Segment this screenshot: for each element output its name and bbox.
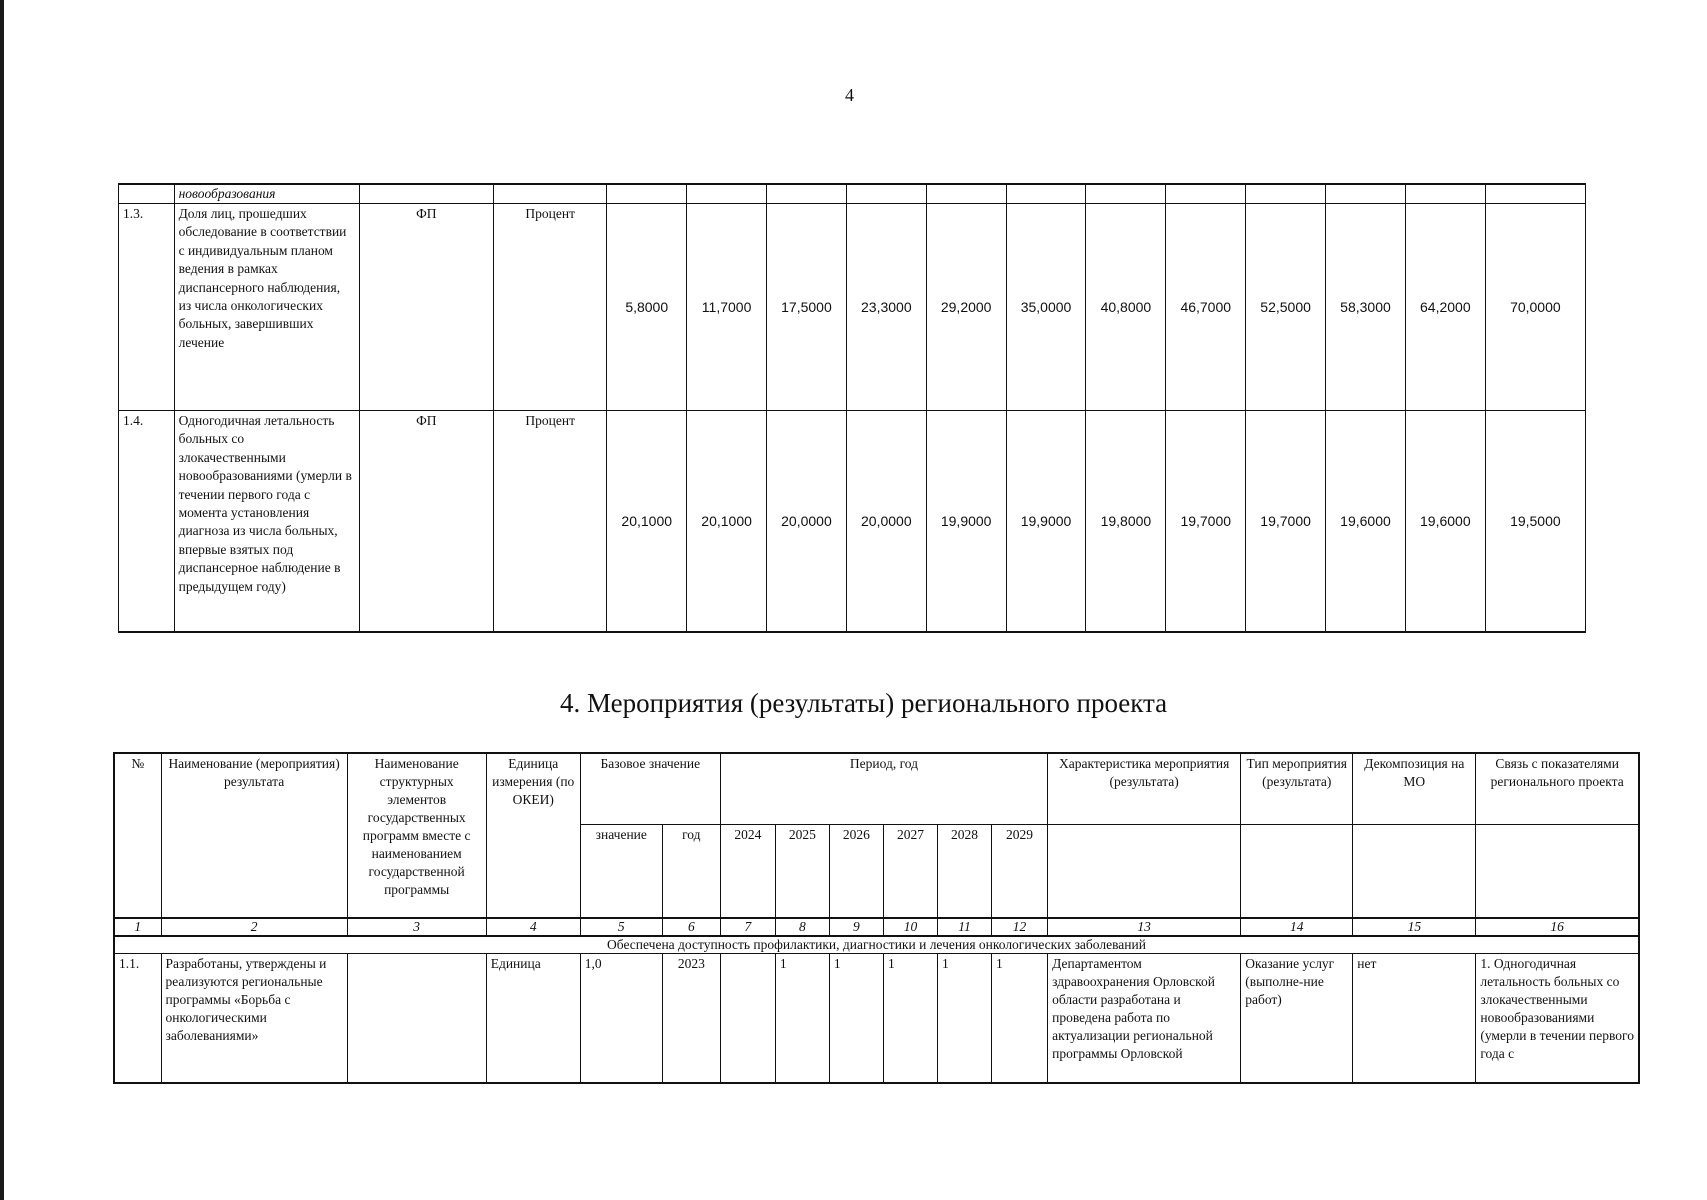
value-cell: 19,9000: [1006, 411, 1086, 633]
value-cell: 19,7000: [1246, 411, 1326, 633]
year-value: 1: [992, 954, 1048, 1084]
header-name: Наименование (мероприятия) результата: [161, 753, 347, 918]
value-cell: 11,7000: [687, 204, 767, 411]
value-cell: 5,8000: [607, 204, 687, 411]
column-number: 11: [937, 918, 991, 936]
characteristic: Департаментом здравоохранения Орловской области разработана и проведена работа по актуализации региональной программы Орловской: [1048, 954, 1241, 1084]
indicator-name: Доля лиц, прошедших обследование в соответствии с индивидуальным планом ведения в рамках диспансерного наблюдения, из числа онкологических больных, завершивших лечение: [174, 204, 359, 411]
indicator-unit: Процент: [494, 204, 607, 411]
value-cell: 19,9000: [926, 411, 1006, 633]
value-cell: 20,1000: [607, 411, 687, 633]
measure-name: Разработаны, утверждены и реализуются региональные программы «Борьба с онкологическими заболеваниями»: [161, 954, 347, 1084]
table-row: [114, 954, 1639, 1084]
column-number: 14: [1241, 918, 1353, 936]
section-title: 4. Мероприятия (результаты) регионального проекта: [560, 688, 1168, 718]
column-number: 10: [883, 918, 937, 936]
base-value: 1,0: [580, 954, 662, 1084]
row-number: 1.4.: [119, 411, 175, 633]
header-base-value: значение: [580, 825, 662, 919]
column-number: 1: [114, 918, 161, 936]
header-unit: Единица измерения (по ОКЕИ): [486, 753, 580, 918]
header-row: [114, 753, 1639, 825]
column-number: 12: [992, 918, 1048, 936]
header-year: 2026: [829, 825, 883, 919]
goal-text: Обеспечена доступность профилактики, диагностики и лечения онкологических заболеваний: [114, 936, 1639, 954]
header-structural: Наименование структурных элементов государственных программ вместе с наименованием государственной программы: [347, 753, 486, 918]
decomposition: нет: [1353, 954, 1476, 1084]
value-cell: 20,0000: [767, 411, 847, 633]
base-year: 2023: [662, 954, 720, 1084]
scan-edge: [0, 0, 4, 1200]
unit: Единица: [486, 954, 580, 1084]
value-cell: 19,8000: [1086, 411, 1166, 633]
column-number: 15: [1353, 918, 1476, 936]
row-number: 1.1.: [114, 954, 161, 1084]
header-period: Период, год: [720, 753, 1047, 825]
value-cell: 70,0000: [1485, 204, 1585, 411]
value-cell: 19,6000: [1326, 411, 1406, 633]
measures-table: [113, 752, 1640, 1084]
column-number: 2: [161, 918, 347, 936]
column-number: 7: [720, 918, 775, 936]
column-number: 5: [580, 918, 662, 936]
year-value: 1: [937, 954, 991, 1084]
year-value: 1: [883, 954, 937, 1084]
column-number: 16: [1476, 918, 1639, 936]
value-cell: 19,5000: [1485, 411, 1585, 633]
measure-type: Оказание услуг (выполне-ние работ): [1241, 954, 1353, 1084]
indicator-unit: Процент: [494, 411, 607, 633]
indicators-table: [118, 183, 1586, 633]
value-cell: 29,2000: [926, 204, 1006, 411]
header-base: Базовое значение: [580, 753, 720, 825]
year-value: [720, 954, 775, 1084]
table-row: [119, 204, 1586, 411]
value-cell: 19,6000: [1405, 411, 1485, 633]
year-value: 1: [829, 954, 883, 1084]
header-base-year: год: [662, 825, 720, 919]
value-cell: 40,8000: [1086, 204, 1166, 411]
value-cell: 64,2000: [1405, 204, 1485, 411]
header-year: 2025: [775, 825, 829, 919]
value-cell: 20,1000: [687, 411, 767, 633]
cell-text: новообразования: [174, 184, 359, 204]
structural-element: [347, 954, 486, 1084]
year-value: 1: [775, 954, 829, 1084]
row-number: 1.3.: [119, 204, 175, 411]
column-number: 13: [1048, 918, 1241, 936]
value-cell: 58,3000: [1326, 204, 1406, 411]
value-cell: 46,7000: [1166, 204, 1246, 411]
value-cell: 17,5000: [767, 204, 847, 411]
column-number: 8: [775, 918, 829, 936]
value-cell: 19,7000: [1166, 411, 1246, 633]
indicator-name: Одногодичная летальность больных со злокачественными новообразованиями (умерли в течении первого года с момента установления диагноза из числа больных, впервые взятых под диспансерное наблюдение в предыдущем году): [174, 411, 359, 633]
header-link: Связь с показателями регионального проекта: [1476, 753, 1639, 825]
column-number-row: [114, 918, 1639, 936]
header-decomposition: Декомпозиция на МО: [1353, 753, 1476, 825]
header-year: 2027: [883, 825, 937, 919]
header-no: №: [114, 753, 161, 918]
page-number: 4: [845, 85, 854, 105]
value-cell: 23,3000: [846, 204, 926, 411]
indicator-level: ФП: [359, 411, 493, 633]
table-row: [119, 411, 1586, 633]
indicator-level: ФП: [359, 204, 493, 411]
header-year: 2024: [720, 825, 775, 919]
column-number: 9: [829, 918, 883, 936]
column-number: 4: [486, 918, 580, 936]
value-cell: 35,0000: [1006, 204, 1086, 411]
column-number: 6: [662, 918, 720, 936]
value-cell: 52,5000: [1246, 204, 1326, 411]
header-year: 2029: [992, 825, 1048, 919]
table-row: [119, 184, 1586, 204]
indicator-link: 1. Одногодичная летальность больных со злокачественными новообразованиями (умерли в течении первого года с: [1476, 954, 1639, 1084]
header-characteristic: Характеристика мероприятия (результата): [1048, 753, 1241, 825]
goal-row: [114, 936, 1639, 954]
header-type: Тип мероприятия (результата): [1241, 753, 1353, 825]
column-number: 3: [347, 918, 486, 936]
header-year: 2028: [937, 825, 991, 919]
value-cell: 20,0000: [846, 411, 926, 633]
